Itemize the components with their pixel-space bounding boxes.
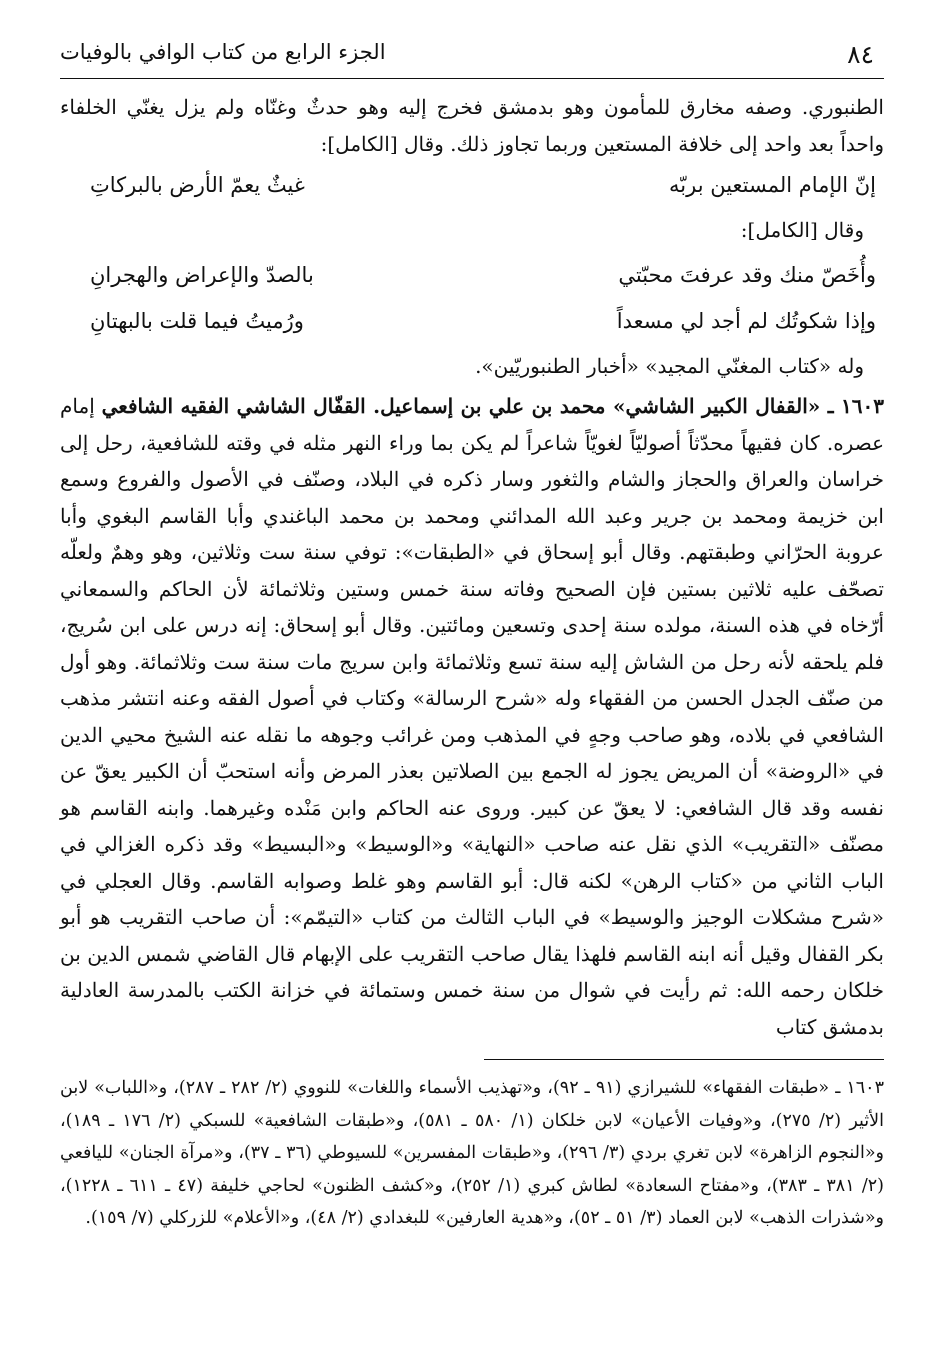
entry-body: إمام عصره. كان فقيهاً محدّثاً أصوليّاً لغويّاً شاعراً لم يكن بما وراء النهر مثله في وقته للشافعية، رحل إلى خراسان والعراق والحجاز والشام والثغور وسار ذكره في البلاد، وصنّف في الأصول والفروع وسمع ابن خزيمة ومحمد بن جرير وعبد الله المدائني ومحمد بن محمد الباغندي وأبا القاسم البغوي وأبا عروبة الحرّاني وطبقتهم. وقال أبو إسحاق في «الطبقات»: توفي سنة ست وثلاثين، وهو وهمٌ ولعلّه تصحّف عليه ثلاثين بستين فإن الصحيح وفاته سنة خمس وستين وثلاثمائة لأن الحاكم والسمعاني أرّخاه في هذه السنة، مولده سنة إحدى وتسعين ومائتين. وقال أبو إسحاق: إنه درس على ابن سُريج، فلم يلحقه لأنه رحل من الشاش إليه سنة تسع وثلاثمائة وابن سريج مات سنة ست وثلاثمائة. وهو أول من صنّف الجدل الحسن من الفقهاء وله «شرح الرسالة» وكتاب في أصول الفقه وعنه انتشر مذهب الشافعي في بلاده، وهو صاحب وجهٍ في المذهب ومن غرائب وجوهه ما نقله عنه الشيخ محيي الدين في «الروضة» أن المريض يجوز له الجمع بين الصلاتين بعذر المرض وأنه استحبّ أن الكبير يعقّ عن نفسه وقد قال الشافعي: لا يعقّ عن كبير. وروى عنه الحاكم وابن مَنْده وغيرهما. وابنه القاسم هو مصنّف «التقريب» الذي نقل عنه صاحب «النهاية» و«الوسيط» و«البسيط» وقد ذكره الغزالي في الباب الثاني من «كتاب الرهن» لكنه قال: أبو القاسم وهو غلط وصوابه القاسم. وقال العجلي في «شرح مشكلات الوجيز والوسيط» في الباب الثالث من كتاب «التيمّم»: أن صاحب التقريب هو أبو بكر القفال وقيل أنه ابنه القاسم فلهذا يقال صاحب التقريب على الإبهام قال القاضي شمس الدين بن خلكان رحمه الله: ثم رأيت في شوال من سنة خمس وستمائة في خزانة الكتب بالمدرسة العادلية بدمشق كتاب xyxy=(60,394,885,1039)
verse-line xyxy=(60,252,884,298)
footnote-divider xyxy=(484,1059,884,1060)
works-line: وله «كتاب المغنّي المجيد» «أخبار الطنبوريّين». xyxy=(475,354,864,378)
running-header xyxy=(60,32,884,79)
intro-paragraph: الطنبوري. وصفه مخارق للمأمون وهو بدمشق فخرج إليه وهو حدثٌ وغنّاه ولم يزل يغنّي الخلفاء واحداً بعد واحد إلى خلافة المستعين وربما تجاوز ذلك. وقال [الكامل]: xyxy=(60,95,884,156)
verse-intro: وقال [الكامل]: xyxy=(740,218,864,242)
footnote-1603: ١٦٠٣ ـ «طبقات الفقهاء» للشيرازي (٩١ ـ ٩٢)، و«تهذيب الأسماء واللغات» للنووي (٢/ ٢٨٢ ـ ٢٨٧)، و«اللباب» لابن الأثير (٢/ ٢٧٥)، و«وفيات الأعيان» لابن خلكان (١/ ٥٨٠ ـ ٥٨١)، و«طبقات الشافعية» للسبكي (٢/ ١٧٦ ـ ١٨٩)، و«النجوم الزاهرة» لابن تغري بردي (٣/ ٢٩٦)، و«طبقات المفسرين» للسيوطي (٣٦ ـ ٣٧)، و«مرآة الجنان» لليافعي (٢/ ٣٨١ ـ ٣٨٣)، و«مفتاح السعادة» لطاش كبري (١/ ٢٥٢)، و«كشف الظنون» لحاجي خليفة (٤٧ ـ ٦١١ ـ ١٢٢٨)، و«شذرات الذهب» لابن العماد (٣/ ٥١ ـ ٥٢)، و«هدية العارفين» للبغدادي (٢/ ٤٨)، و«الأعلام» للزركلي (٧/ ١٥٩). xyxy=(60,1078,885,1228)
book-title: الجزء الرابع من كتاب الوافي بالوفيات xyxy=(60,40,386,64)
verse-first-hemistich: إنّ الإمام المستعين بربّه xyxy=(669,173,876,197)
book-page xyxy=(60,32,884,1350)
verse-second-hemistich: غيثٌ يعمّ الأرض بالبركاتِ xyxy=(90,173,305,197)
verse-line xyxy=(60,298,884,344)
verse-line xyxy=(60,162,884,208)
entry-paragraph xyxy=(60,388,884,1045)
entry-heading: ١٦٠٣ ـ «القفال الكبير الشاشي» محمد بن علي بن إسماعيل. القفّال الشاشي الفقيه الشافعي xyxy=(101,394,885,418)
verse-first-hemistich: وأُخَصّ منك وقد عرفتَ محبّتي xyxy=(618,263,876,287)
verse-first-hemistich: وإذا شكوتُك لم أجد لي مسعداً xyxy=(616,309,876,333)
page-number: ٨٤ xyxy=(847,40,874,69)
verse-second-hemistich: بالصدّ والإعراض والهجرانِ xyxy=(90,263,314,287)
verse-second-hemistich: ورُميتُ فيما قلت بالبهتانِ xyxy=(90,309,304,333)
main-text xyxy=(60,89,884,1045)
footnotes xyxy=(60,1072,884,1235)
